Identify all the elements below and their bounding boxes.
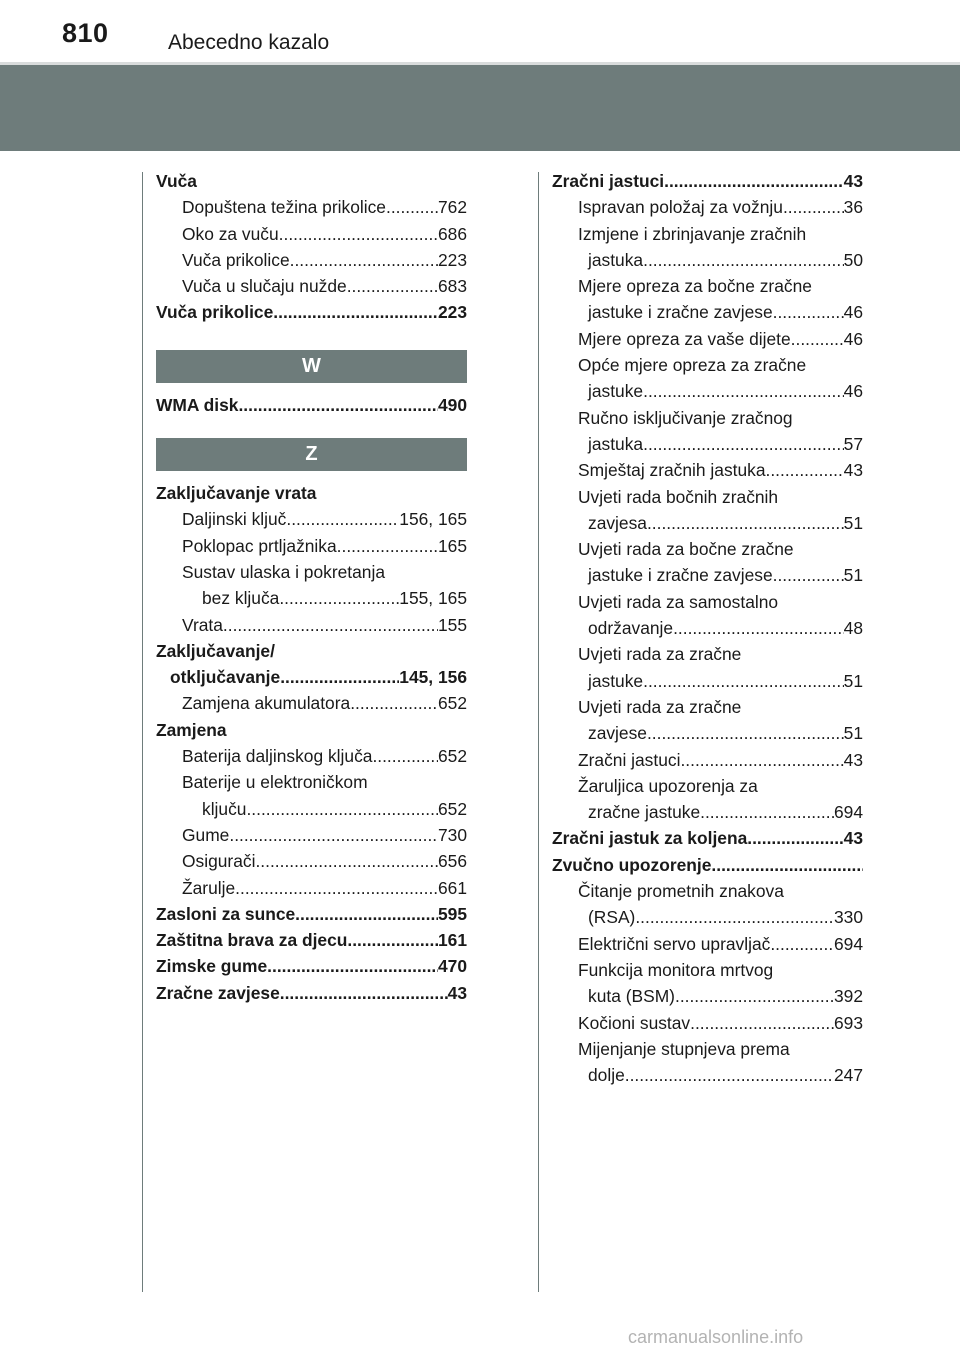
entry-label: Dopuštena težina prikolice <box>182 197 386 218</box>
index-entry <box>156 743 467 769</box>
index-line: Izmjene i zbrinjavanje zračnih <box>578 223 807 244</box>
entry-pages: 165 <box>437 535 467 556</box>
entry-label: jastuka <box>588 433 644 454</box>
letter-heading: W <box>156 350 467 383</box>
index-entry <box>156 194 467 220</box>
entry-pages: 155, 165 <box>399 588 467 609</box>
index-entry <box>552 931 863 957</box>
entry-label: zavjesa <box>588 512 647 533</box>
dot-leader <box>347 927 438 953</box>
dot-leader <box>267 953 438 979</box>
dot-leader <box>235 875 438 901</box>
dot-leader <box>337 533 438 559</box>
index-entry <box>156 299 467 325</box>
dot-leader <box>673 615 844 641</box>
dot-leader <box>255 848 438 874</box>
entry-label: Zračni jastuci <box>552 171 665 191</box>
entry-label: Zračni jastuci <box>578 749 681 770</box>
header-band <box>0 65 960 151</box>
entry-label: Zaštitna brava za djecu <box>156 930 348 951</box>
index-line: Ručno isključivanje zračnog <box>578 407 793 428</box>
dot-leader <box>280 664 399 690</box>
index-entry <box>156 506 467 532</box>
dot-leader <box>223 612 438 638</box>
entry-label: održavanje <box>588 618 674 639</box>
dot-leader <box>372 743 438 769</box>
entry-label: Gume <box>182 824 230 845</box>
section-gap <box>156 383 467 392</box>
section-gap <box>156 418 467 438</box>
entry-pages: 652 <box>437 693 467 714</box>
entry-pages: 694 <box>833 933 863 954</box>
index-entry <box>156 612 467 638</box>
entry-label: (RSA) <box>588 907 636 928</box>
entry-label: Zimske gume <box>156 956 268 977</box>
entry-label: jastuke <box>588 381 644 402</box>
dot-leader <box>246 796 438 822</box>
entry-pages: 46 <box>843 328 863 349</box>
dot-leader <box>747 825 843 851</box>
index-line: Uvjeti rada za bočne zračne <box>578 539 794 560</box>
index-line: Mijenjanje stupnjeva prema <box>578 1038 790 1059</box>
entry-pages: 48 <box>843 618 863 639</box>
dot-leader <box>675 983 834 1009</box>
entry-label: WMA disk <box>156 394 239 415</box>
dot-leader <box>625 1062 834 1088</box>
entry-pages: 43 <box>843 749 863 770</box>
entry-label: Vuča prikolice <box>156 302 274 323</box>
entry-label: jastuke i zračne zavjese <box>588 565 773 586</box>
index-heading: Zaključavanje/ <box>156 640 275 661</box>
entry-pages: 223 <box>437 302 467 323</box>
entry-label: Kočioni sustav <box>578 1012 691 1033</box>
index-column-right <box>552 168 863 1088</box>
entry-pages: 46 <box>843 302 863 323</box>
index-entry <box>156 392 467 418</box>
entry-label: jastuke i zračne zavjese <box>588 302 773 323</box>
entry-label: jastuka <box>588 249 644 270</box>
entry-pages: 683 <box>437 276 467 297</box>
index-entry <box>156 980 467 1006</box>
entry-label: Zasloni za sunce <box>156 903 296 924</box>
section-gap <box>156 326 467 350</box>
entry-pages: 247 <box>833 1065 863 1086</box>
dot-leader <box>273 299 438 325</box>
index-line: Funkcija monitora mrtvog <box>578 959 774 980</box>
entry-label: Daljinski ključ <box>182 509 287 530</box>
index-entry <box>156 585 467 611</box>
index-entry <box>552 799 863 825</box>
entry-pages: 145, 156 <box>399 667 467 688</box>
dot-leader <box>386 194 438 220</box>
entry-label: dolje <box>588 1065 625 1086</box>
dot-leader <box>350 690 438 716</box>
entry-pages: 330 <box>833 907 863 928</box>
entry-label: Poklopac prtljažnika <box>182 535 337 556</box>
index-line: Uvjeti rada bočnih zračnih <box>578 486 779 507</box>
entry-label: kuta (BSM) <box>588 986 675 1007</box>
index-entry <box>156 533 467 559</box>
entry-pages: 392 <box>833 986 863 1007</box>
entry-pages: 46 <box>843 381 863 402</box>
entry-label: Baterija daljinskog ključa <box>182 746 373 767</box>
dot-leader <box>791 326 844 352</box>
section-title: Abecedno kazalo <box>168 31 330 54</box>
entry-label: Mjere opreza za vaše dijete <box>578 328 791 349</box>
dot-leader <box>229 822 438 848</box>
entry-label: Oko za vuču <box>182 223 279 244</box>
index-entry <box>552 431 863 457</box>
dot-leader <box>290 247 438 273</box>
dot-leader <box>773 299 844 325</box>
index-entry <box>552 852 863 878</box>
index-line: Uvjeti rada za zračne <box>578 696 742 717</box>
dot-leader <box>770 931 834 957</box>
dot-leader <box>773 562 844 588</box>
index-entry <box>552 747 863 773</box>
index-line: Žaruljica upozorenja za <box>578 775 758 796</box>
index-entry <box>552 1010 863 1036</box>
entry-label: jastuke <box>588 670 644 691</box>
index-line: Baterije u elektroničkom <box>182 772 368 793</box>
dot-leader <box>279 221 438 247</box>
index-line: Mjere opreza za bočne zračne <box>578 276 812 297</box>
entry-pages: 57 <box>843 433 863 454</box>
dot-leader <box>680 747 843 773</box>
index-entry <box>156 221 467 247</box>
index-entry <box>156 848 467 874</box>
dot-leader <box>635 904 834 930</box>
entry-pages: 43 <box>447 982 467 1003</box>
dot-leader <box>711 852 863 878</box>
entry-pages: 490 <box>437 394 467 415</box>
entry-pages: 656 <box>437 851 467 872</box>
index-entry <box>552 194 863 220</box>
index-entry <box>156 247 467 273</box>
index-entry <box>552 510 863 536</box>
index-entry <box>552 378 863 404</box>
index-entry <box>156 664 467 690</box>
index-entry <box>156 901 467 927</box>
index-entry <box>552 615 863 641</box>
entry-pages: 51 <box>843 512 863 533</box>
letter-heading: Z <box>156 438 467 471</box>
dot-leader <box>700 799 834 825</box>
index-entry <box>156 822 467 848</box>
index-line: Čitanje prometnih znakova <box>578 881 784 902</box>
entry-label: ključu <box>202 798 247 819</box>
entry-label: Ispravan položaj za vožnju <box>578 197 783 218</box>
entry-label: otključavanje <box>170 667 281 688</box>
index-heading: Zaključavanje vrata <box>156 483 317 504</box>
index-entry <box>552 168 863 194</box>
entry-pages: 51 <box>843 565 863 586</box>
entry-label: Zračne zavjese <box>156 982 280 1003</box>
index-entry <box>552 1062 863 1088</box>
entry-label: Električni servo upravljač <box>578 933 771 954</box>
dot-leader <box>690 1010 834 1036</box>
entry-pages: 470 <box>437 956 467 977</box>
entry-pages: 43 <box>843 828 863 849</box>
entry-label: Žarulje <box>182 877 236 898</box>
dot-leader <box>279 585 399 611</box>
dot-leader <box>280 980 448 1006</box>
entry-pages: 661 <box>437 877 467 898</box>
entry-pages: 693 <box>833 1012 863 1033</box>
left-column-rule <box>142 172 143 1292</box>
index-entry <box>552 457 863 483</box>
index-entry <box>156 953 467 979</box>
dot-leader <box>643 668 844 694</box>
entry-pages: 595 <box>437 903 467 924</box>
section-gap <box>156 471 467 480</box>
index-line: Uvjeti rada za samostalno <box>578 591 779 612</box>
entry-label: Osigurači <box>182 851 256 872</box>
index-entry <box>156 875 467 901</box>
entry-pages: 155 <box>437 614 467 635</box>
entry-pages: 161 <box>437 930 467 951</box>
index-entry <box>552 904 863 930</box>
dot-leader <box>643 378 844 404</box>
dot-leader <box>347 273 438 299</box>
index-heading: Vuča <box>156 171 197 191</box>
index-line: Opće mjere opreza za zračne <box>578 355 807 376</box>
index-line: Uvjeti rada za zračne <box>578 644 742 665</box>
page-header <box>0 0 960 66</box>
entry-label: bez ključa <box>202 588 280 609</box>
entry-pages: 156, 165 <box>399 509 467 530</box>
index-entry <box>552 825 863 851</box>
index-entry <box>552 562 863 588</box>
dot-leader <box>647 720 844 746</box>
index-line: Sustav ulaska i pokretanja <box>182 561 386 582</box>
watermark: carmanualsonline.info <box>628 1327 804 1347</box>
entry-label: Vuča u slučaju nužde <box>182 276 347 297</box>
entry-label: Zamjena akumulatora <box>182 693 351 714</box>
entry-pages: 694 <box>833 802 863 823</box>
entry-pages: 223 <box>437 249 467 270</box>
dot-leader <box>664 168 844 194</box>
entry-pages: 51 <box>843 670 863 691</box>
index-heading: Zamjena <box>156 719 227 740</box>
right-column-rule <box>538 172 539 1292</box>
entry-pages: 652 <box>437 798 467 819</box>
entry-pages: 43 <box>843 460 863 481</box>
entry-pages: 730 <box>437 824 467 845</box>
entry-label: zračne jastuke <box>588 802 701 823</box>
dot-leader <box>643 431 844 457</box>
dot-leader <box>295 901 438 927</box>
dot-leader <box>766 457 844 483</box>
index-entry <box>552 326 863 352</box>
index-column-left <box>156 168 467 1006</box>
index-entry <box>552 299 863 325</box>
entry-label: Smještaj zračnih jastuka <box>578 460 766 481</box>
entry-pages: 36 <box>843 197 863 218</box>
index-entry <box>156 690 467 716</box>
index-entry <box>156 273 467 299</box>
index-entry <box>552 720 863 746</box>
page-number: 810 <box>62 18 109 48</box>
dot-leader <box>643 247 844 273</box>
entry-pages: 686 <box>437 223 467 244</box>
dot-leader <box>783 194 844 220</box>
entry-label: Zvučno upozorenje <box>552 854 712 875</box>
entry-label: Vuča prikolice <box>182 249 290 270</box>
entry-label: Vrata <box>182 614 223 635</box>
dot-leader <box>238 392 438 418</box>
index-entry <box>552 668 863 694</box>
entry-label: zavjese <box>588 723 647 744</box>
index-entry <box>552 983 863 1009</box>
dot-leader <box>286 506 399 532</box>
index-entry <box>552 247 863 273</box>
entry-label: Zračni jastuk za koljena <box>552 828 748 849</box>
entry-pages: 652 <box>437 746 467 767</box>
entry-pages: 50 <box>843 249 863 270</box>
entry-pages: 51 <box>843 723 863 744</box>
entry-pages: 43 <box>843 171 863 191</box>
dot-leader <box>647 510 844 536</box>
index-entry <box>156 796 467 822</box>
entry-pages: 762 <box>437 197 467 218</box>
index-entry <box>156 927 467 953</box>
